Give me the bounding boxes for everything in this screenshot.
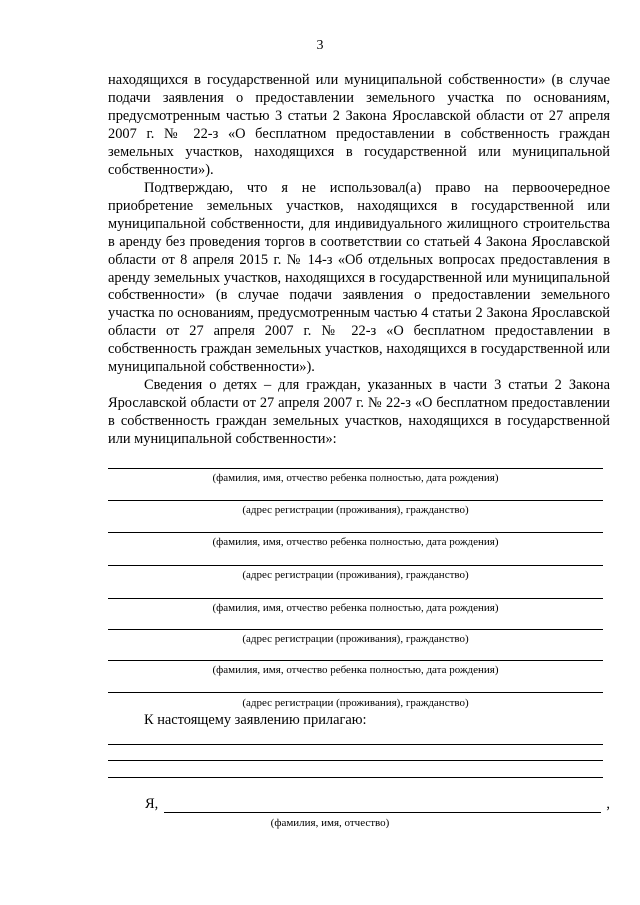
child-3-address-line[interactable] <box>108 629 603 630</box>
attachment-line-3[interactable] <box>108 777 603 778</box>
paragraph-confirmation: Подтверждаю, что я не использовал(а) право на первоочередное приобретение земельных участков, находящихся в государственной или муниципальной собственности, для индивидуального жилищного строительства в аренду без проведения торгов в соответствии со статьей 4 Закона Ярославской области от 8 апреля 2015 г. № 14-з «Об отдельных вопросах предоставления в аренду земельных участков, находящихся в государственной или муниципальной собственности» (в случае подачи заявления о предоставлении земельного участка по основаниям, предусмотренным частью 4 статьи 2 Закона Ярославской области от 27 апреля 2007 г. № 22-з «О бесплатном предоставлении в собственность граждан земельных участков, находящихся в государственной или муниципальной собственности»). <box>108 180 610 376</box>
signature-row <box>145 796 610 816</box>
child-2-address-line[interactable] <box>108 565 603 566</box>
signature-prefix: Я, <box>145 796 159 812</box>
attachment-line-1[interactable] <box>108 744 603 745</box>
child-4-name-caption: (фамилия, имя, отчество ребенка полностью, дата рождения) <box>212 664 499 676</box>
signature-caption: (фамилия, имя, отчество) <box>270 817 390 829</box>
child-3-address-caption: (адрес регистрации (проживания), гражданство) <box>242 633 469 645</box>
child-4-address-caption: (адрес регистрации (проживания), гражданство) <box>242 697 469 709</box>
paragraph-children-info: Сведения о детях – для граждан, указанных в части 3 статьи 2 Закона Ярославской области от 27 апреля 2007 г. № 22-з «О бесплатном предоставлении в собственность граждан земельных участков, находящихся в государственной или муниципальной собственности»: <box>108 377 610 447</box>
child-2-address-caption: (адрес регистрации (проживания), гражданство) <box>242 569 469 581</box>
child-2-name-line[interactable] <box>108 532 603 533</box>
paragraph-ownership-clause: находящихся в государственной или муниципальной собственности» (в случае подачи заявления о предоставлении земельного участка по основаниям, предусмотренным частью 3 статьи 2 Закона Ярославской области от 27 апреля 2007 г. № 22-з «О бесплатном предоставлении в собственность граждан земельных участков, находящихся в государственной или муниципальной собственности»). <box>108 72 610 178</box>
child-3-name-line[interactable] <box>108 598 603 599</box>
signature-suffix: , <box>606 796 610 812</box>
child-2-name-caption: (фамилия, имя, отчество ребенка полностью, дата рождения) <box>212 536 499 548</box>
child-1-address-line[interactable] <box>108 500 603 501</box>
signature-name-line[interactable] <box>164 812 601 813</box>
attachment-line-2[interactable] <box>108 760 603 761</box>
child-1-name-line[interactable] <box>108 468 603 469</box>
child-4-address-line[interactable] <box>108 692 603 693</box>
child-4-name-line[interactable] <box>108 660 603 661</box>
child-1-address-caption: (адрес регистрации (проживания), гражданство) <box>242 504 469 516</box>
page-number: 3 <box>316 38 324 53</box>
child-3-name-caption: (фамилия, имя, отчество ребенка полностью, дата рождения) <box>212 602 499 614</box>
attachments-title: К настоящему заявлению прилагаю: <box>144 712 367 728</box>
child-1-name-caption: (фамилия, имя, отчество ребенка полностью, дата рождения) <box>212 472 499 484</box>
